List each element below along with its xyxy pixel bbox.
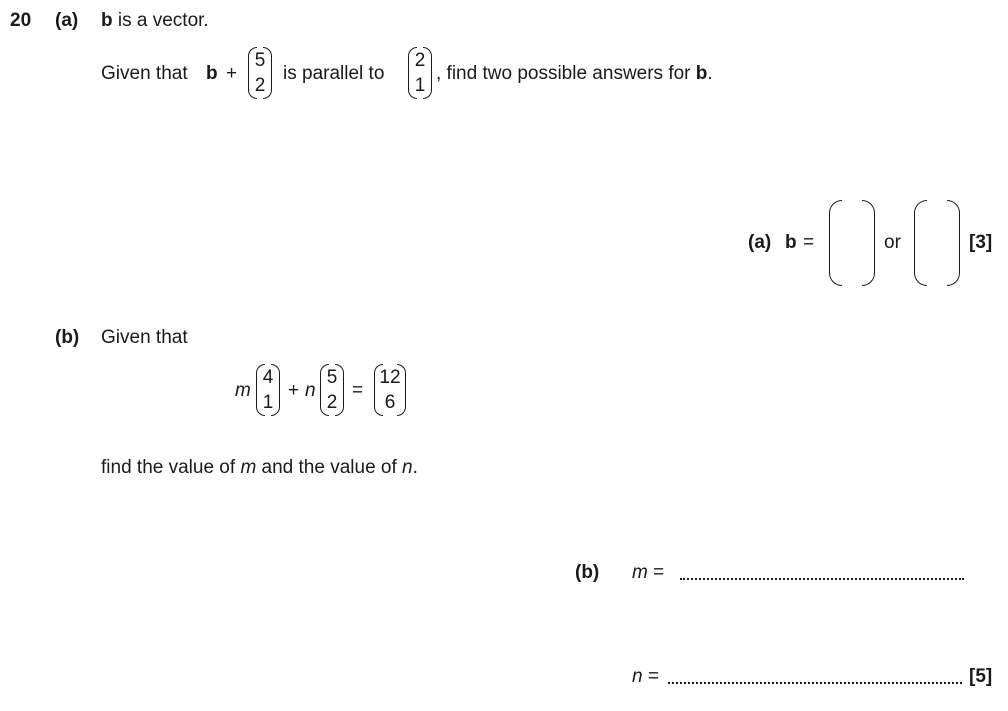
vector-b-symbol: b <box>206 63 218 84</box>
vector-entry: 1 <box>262 392 274 413</box>
answer-a-vector-1[interactable] <box>829 200 875 286</box>
vector-b-symbol: b <box>695 63 708 84</box>
find-text: , find two possible answers for <box>436 63 691 84</box>
answer-b-label: (b) <box>575 562 600 583</box>
answer-n-field[interactable] <box>668 682 962 684</box>
vector-entry: 2 <box>414 50 426 71</box>
part-a-given-text: Given that <box>101 63 188 84</box>
vector-entry: 2 <box>326 392 338 413</box>
column-vector-4-1 <box>256 364 280 416</box>
column-vector-5-2 <box>320 364 344 416</box>
answer-a-label: (a) <box>748 232 772 253</box>
part-a-label: (a) <box>55 10 79 31</box>
vector-entry: 2 <box>254 75 266 96</box>
variable-n: n <box>402 457 413 478</box>
plus-sign: + <box>226 63 238 84</box>
answer-a-or: or <box>884 232 901 253</box>
vector-entry: 1 <box>414 75 426 96</box>
vector-entry: 5 <box>254 50 266 71</box>
marks-a: [3] <box>969 232 993 253</box>
part-a-intro <box>101 11 209 30</box>
part-a-intro-text: is a vector. <box>117 10 209 31</box>
answer-b-n-equals: = <box>648 666 660 687</box>
answer-a-var: b <box>785 232 797 253</box>
find-text: and the value of <box>261 457 397 478</box>
answer-b-m-equals: = <box>653 562 665 583</box>
find-text: find the value of <box>101 457 236 478</box>
vector-entry: 6 <box>384 392 396 413</box>
equation-n: n <box>305 380 316 401</box>
answer-m-field[interactable] <box>680 578 964 580</box>
equation-equals: = <box>352 380 364 401</box>
parallel-text: is parallel to <box>283 63 385 84</box>
part-a-find-text <box>436 64 713 83</box>
question-number: 20 <box>10 10 32 31</box>
column-vector-5-2 <box>248 47 272 99</box>
vector-entry: 5 <box>326 367 338 388</box>
period: . <box>412 457 418 478</box>
answer-a-vector-2[interactable] <box>914 200 960 286</box>
vector-b-symbol: b <box>101 10 113 31</box>
marks-b: [5] <box>969 666 993 687</box>
period: . <box>707 63 713 84</box>
answer-a-equals: = <box>803 232 815 253</box>
part-b-given-text: Given that <box>101 327 188 348</box>
equation-m: m <box>235 380 251 401</box>
answer-b-n-label: n <box>632 666 643 687</box>
part-b-label: (b) <box>55 327 80 348</box>
column-vector-2-1 <box>408 47 432 99</box>
equation-plus: + <box>288 380 300 401</box>
answer-b-m-label: m <box>632 562 648 583</box>
vector-entry: 12 <box>379 367 401 388</box>
part-b-find-text <box>101 458 418 477</box>
column-vector-12-6 <box>374 364 406 416</box>
vector-entry: 4 <box>262 367 274 388</box>
variable-m: m <box>240 457 257 478</box>
